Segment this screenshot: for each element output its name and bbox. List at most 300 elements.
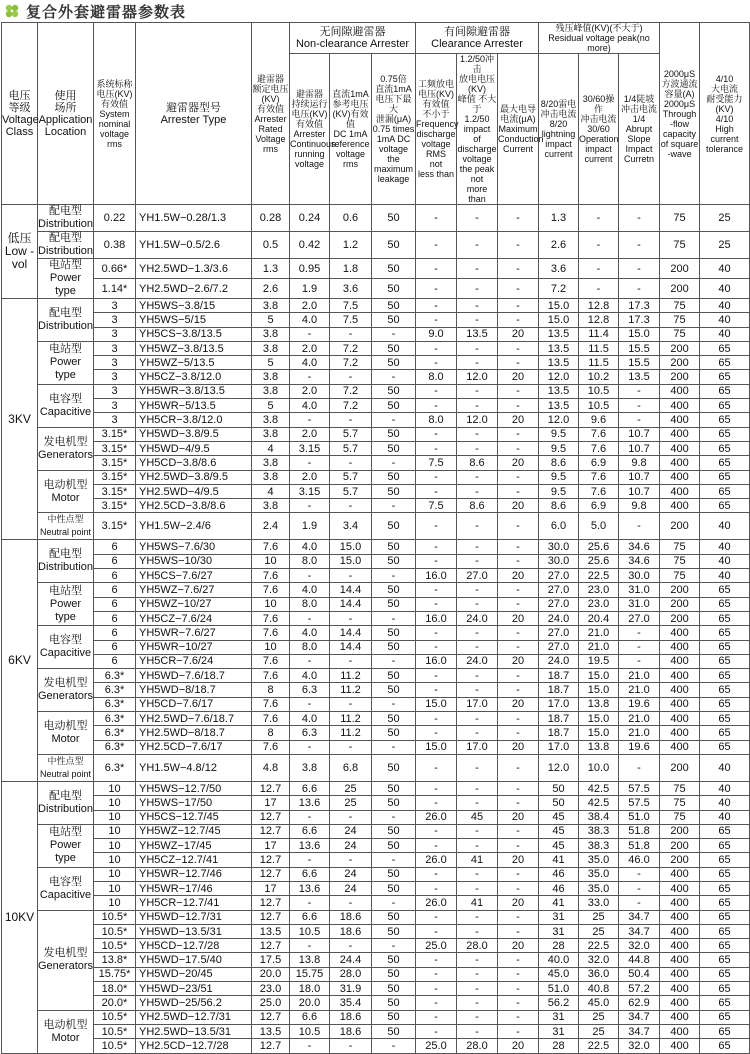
header-line: 使用 bbox=[54, 89, 77, 102]
value-cell: 400 bbox=[660, 499, 700, 513]
value-cell: 65 bbox=[700, 413, 750, 427]
arrester-model-cell: YH5WD−23/51 bbox=[136, 982, 252, 996]
value-cell: 4 bbox=[252, 441, 290, 455]
value-cell: 13.8 bbox=[290, 953, 330, 967]
table-row bbox=[2, 441, 750, 455]
value-cell: - bbox=[457, 669, 498, 683]
value-cell: 3.8 bbox=[290, 754, 330, 781]
value-cell: 200 bbox=[660, 754, 700, 781]
header-line: impact bbox=[585, 144, 612, 154]
value-cell: 11.2 bbox=[330, 726, 372, 740]
value-cell: 11.5 bbox=[579, 356, 619, 370]
value-cell: 0.66* bbox=[94, 259, 136, 279]
value-cell: - bbox=[290, 810, 330, 824]
arrester-model-cell: YH5CR−12.7/41 bbox=[136, 896, 252, 910]
value-cell: 200 bbox=[660, 370, 700, 384]
value-cell: 400 bbox=[660, 669, 700, 683]
header-line: Clearance Arrester bbox=[431, 38, 523, 50]
value-cell: 10.5 bbox=[290, 924, 330, 938]
value-cell: 30.0 bbox=[539, 540, 579, 554]
value-cell: 24 bbox=[330, 867, 372, 881]
value-cell: - bbox=[416, 910, 457, 924]
table-row bbox=[2, 853, 750, 867]
value-cell: - bbox=[498, 470, 539, 484]
arrester-model-cell: YH5CZ−7.6/24 bbox=[136, 611, 252, 625]
value-cell: 9.5 bbox=[539, 484, 579, 498]
value-cell: 1.8 bbox=[330, 259, 372, 279]
header-line: the maximum bbox=[374, 154, 414, 174]
value-cell: - bbox=[457, 356, 498, 370]
header-line: (KV)有效值 bbox=[332, 109, 369, 129]
value-cell: 50 bbox=[372, 953, 416, 967]
value-cell: 50 bbox=[372, 839, 416, 853]
value-cell: 40 bbox=[700, 540, 750, 554]
value-cell: 8.0 bbox=[290, 554, 330, 568]
value-cell: - bbox=[457, 754, 498, 781]
value-cell: 20 bbox=[498, 740, 539, 754]
value-cell: - bbox=[457, 232, 498, 259]
header-line: Application bbox=[38, 113, 93, 126]
value-cell: 3 bbox=[94, 327, 136, 341]
value-cell: 13.5 bbox=[539, 341, 579, 355]
value-cell: 3 bbox=[94, 341, 136, 355]
header-line: -wave bbox=[667, 148, 692, 159]
value-cell: 50 bbox=[372, 313, 416, 327]
value-cell: 50 bbox=[372, 540, 416, 554]
value-cell: 21.0 bbox=[579, 626, 619, 640]
header-line: 有效值 bbox=[256, 103, 284, 114]
value-cell: 35.0 bbox=[579, 853, 619, 867]
value-cell: 34.7 bbox=[619, 1024, 660, 1038]
value-cell: 400 bbox=[660, 967, 700, 981]
value-cell: 30.0 bbox=[619, 569, 660, 583]
arrester-model-cell: YH5WD−25/56.2 bbox=[136, 996, 252, 1010]
value-cell: 13.8* bbox=[94, 953, 136, 967]
value-cell: - bbox=[330, 611, 372, 625]
header-line: Current bbox=[503, 144, 534, 154]
value-cell: 50 bbox=[372, 1024, 416, 1038]
value-cell: 9.8 bbox=[619, 456, 660, 470]
value-cell: 6 bbox=[94, 611, 136, 625]
value-cell: 1.3 bbox=[252, 259, 290, 279]
value-cell: - bbox=[330, 413, 372, 427]
value-cell: 3 bbox=[94, 356, 136, 370]
value-cell: 26.0 bbox=[416, 896, 457, 910]
value-cell: 40 bbox=[700, 781, 750, 795]
value-cell: 13.5 bbox=[539, 384, 579, 398]
value-cell: 27.0 bbox=[539, 583, 579, 597]
header-rated-voltage bbox=[252, 23, 290, 205]
value-cell: 30.0 bbox=[539, 554, 579, 568]
value-cell: 65 bbox=[700, 597, 750, 611]
value-cell: 65 bbox=[700, 726, 750, 740]
header-line: 冲击电流 bbox=[540, 109, 577, 119]
value-cell: - bbox=[330, 810, 372, 824]
value-cell: 50 bbox=[372, 384, 416, 398]
value-cell: 2.0 bbox=[290, 341, 330, 355]
arrester-model-cell: YH5WZ−12.7/45 bbox=[136, 824, 252, 838]
value-cell: 40 bbox=[700, 513, 750, 540]
value-cell: 17.3 bbox=[619, 313, 660, 327]
table-row bbox=[2, 669, 750, 683]
value-cell: 62.9 bbox=[619, 996, 660, 1010]
value-cell: 13.5 bbox=[539, 356, 579, 370]
value-cell: 26.0 bbox=[416, 853, 457, 867]
value-cell: 6 bbox=[94, 583, 136, 597]
value-cell: 75 bbox=[660, 232, 700, 259]
value-cell: 10 bbox=[94, 839, 136, 853]
value-cell: - bbox=[290, 740, 330, 754]
value-cell: 7.6 bbox=[252, 697, 290, 711]
value-cell: 50 bbox=[372, 232, 416, 259]
value-cell: 27.0 bbox=[457, 569, 498, 583]
value-cell: - bbox=[330, 896, 372, 910]
header-line: 不小于 bbox=[422, 109, 450, 119]
value-cell: 13.6 bbox=[290, 796, 330, 810]
value-cell: 17 bbox=[252, 881, 290, 895]
value-cell: 7.6 bbox=[252, 626, 290, 640]
table-row bbox=[2, 867, 750, 881]
header-line: 泄漏(μA) bbox=[375, 114, 412, 124]
header-line: 有效值 bbox=[100, 98, 128, 109]
value-cell: 4.0 bbox=[290, 356, 330, 370]
header-line: Slope bbox=[627, 134, 651, 144]
value-cell: - bbox=[416, 427, 457, 441]
header-line: current bbox=[544, 149, 573, 159]
value-cell: 25.6 bbox=[579, 540, 619, 554]
value-cell: 12.0 bbox=[457, 370, 498, 384]
value-cell: 38.3 bbox=[579, 824, 619, 838]
header-line: 容量(A) bbox=[664, 88, 695, 99]
value-cell: - bbox=[372, 939, 416, 953]
header-line: reference bbox=[331, 139, 370, 149]
value-cell: 50 bbox=[372, 796, 416, 810]
value-cell: - bbox=[457, 279, 498, 299]
value-cell: 20 bbox=[498, 939, 539, 953]
value-cell: 75 bbox=[660, 569, 700, 583]
value-cell: 7.6 bbox=[252, 583, 290, 597]
value-cell: - bbox=[457, 967, 498, 981]
value-cell: 27.0 bbox=[539, 626, 579, 640]
header-residual bbox=[539, 23, 660, 54]
voltage-class-cell: 10KV bbox=[2, 781, 38, 1053]
application-cell: 电容型 Capacitive bbox=[38, 384, 94, 427]
value-cell: 13.5 bbox=[539, 327, 579, 341]
arrester-model-cell: YH5WR−7.6/27 bbox=[136, 626, 252, 640]
header-lightning bbox=[539, 54, 579, 205]
value-cell: 7.6 bbox=[579, 441, 619, 455]
value-cell: 75 bbox=[660, 313, 700, 327]
value-cell: - bbox=[416, 205, 457, 232]
value-cell: - bbox=[290, 499, 330, 513]
arrester-model-cell: YH5WR−12.7/46 bbox=[136, 867, 252, 881]
table-row bbox=[2, 726, 750, 740]
value-cell: 65 bbox=[700, 341, 750, 355]
value-cell: 19.6 bbox=[619, 740, 660, 754]
table-row bbox=[2, 205, 750, 232]
value-cell: 24.0 bbox=[457, 611, 498, 625]
value-cell: - bbox=[330, 853, 372, 867]
value-cell: - bbox=[457, 399, 498, 413]
header-line: voltage bbox=[462, 154, 492, 164]
value-cell: 6.3* bbox=[94, 697, 136, 711]
header-line: 系统标称 bbox=[96, 78, 133, 89]
value-cell: - bbox=[619, 399, 660, 413]
value-cell: 25.0 bbox=[416, 939, 457, 953]
value-cell: - bbox=[372, 370, 416, 384]
value-cell: 6 bbox=[94, 597, 136, 611]
value-cell: - bbox=[457, 513, 498, 540]
table-row bbox=[2, 796, 750, 810]
header-line: current bbox=[710, 133, 739, 144]
value-cell: - bbox=[498, 384, 539, 398]
value-cell: 13.5 bbox=[539, 399, 579, 413]
value-cell: 22.5 bbox=[579, 939, 619, 953]
header-system-voltage bbox=[94, 23, 136, 205]
value-cell: 15.0 bbox=[579, 712, 619, 726]
header-line: 1/4陡坡 bbox=[623, 94, 655, 104]
value-cell: - bbox=[372, 456, 416, 470]
value-cell: 0.38 bbox=[94, 232, 136, 259]
value-cell: 50 bbox=[372, 683, 416, 697]
value-cell: 65 bbox=[700, 626, 750, 640]
value-cell: 16.0 bbox=[416, 569, 457, 583]
value-cell: 6.6 bbox=[290, 910, 330, 924]
value-cell: 34.7 bbox=[619, 910, 660, 924]
value-cell: 18.0* bbox=[94, 982, 136, 996]
value-cell: 2.6 bbox=[252, 279, 290, 299]
header-line: 电压(KV) bbox=[418, 89, 455, 99]
value-cell: 17.0 bbox=[457, 697, 498, 711]
value-cell: - bbox=[416, 683, 457, 697]
value-cell: - bbox=[619, 754, 660, 781]
value-cell: 5 bbox=[252, 356, 290, 370]
value-cell: 8.6 bbox=[539, 499, 579, 513]
value-cell: - bbox=[372, 697, 416, 711]
value-cell: - bbox=[457, 1024, 498, 1038]
value-cell: 10.7 bbox=[619, 441, 660, 455]
arrester-model-cell: YH2.5WD−2.6/7.2 bbox=[136, 279, 252, 299]
value-cell: - bbox=[416, 781, 457, 795]
header-line: impact bbox=[463, 124, 491, 134]
header-line: voltage bbox=[294, 159, 325, 169]
value-cell: 50 bbox=[372, 824, 416, 838]
value-cell: 400 bbox=[660, 413, 700, 427]
value-cell: 8.6 bbox=[539, 456, 579, 470]
value-cell: 40 bbox=[700, 810, 750, 824]
value-cell: - bbox=[416, 640, 457, 654]
value-cell: 50 bbox=[372, 279, 416, 299]
value-cell: 3.8 bbox=[252, 413, 290, 427]
value-cell: 4.0 bbox=[290, 669, 330, 683]
value-cell: 10 bbox=[94, 810, 136, 824]
value-cell: - bbox=[416, 824, 457, 838]
value-cell: - bbox=[457, 996, 498, 1010]
value-cell: 65 bbox=[700, 1039, 750, 1053]
value-cell: 5.0 bbox=[579, 513, 619, 540]
value-cell: 20.4 bbox=[579, 611, 619, 625]
value-cell: - bbox=[416, 881, 457, 895]
header-line: Rated bbox=[258, 123, 283, 134]
value-cell: 50 bbox=[372, 669, 416, 683]
value-cell: 7.6 bbox=[252, 540, 290, 554]
value-cell: 15.75 bbox=[290, 967, 330, 981]
table-row bbox=[2, 697, 750, 711]
value-cell: 10.5 bbox=[579, 384, 619, 398]
table-row bbox=[2, 1039, 750, 1053]
value-cell: 50 bbox=[539, 796, 579, 810]
application-cell: 电动机型 Motor bbox=[38, 712, 94, 755]
value-cell: 8.0 bbox=[416, 370, 457, 384]
arrester-model-cell: YH5WS−12.7/50 bbox=[136, 781, 252, 795]
value-cell: 40 bbox=[700, 569, 750, 583]
value-cell: - bbox=[498, 867, 539, 881]
table-row bbox=[2, 470, 750, 484]
value-cell: 31.9 bbox=[330, 982, 372, 996]
value-cell: - bbox=[457, 299, 498, 313]
header-line: 0.75倍 bbox=[380, 74, 407, 84]
header-line: 峰值 不大于 bbox=[457, 94, 497, 114]
value-cell: - bbox=[290, 456, 330, 470]
value-cell: 20.0 bbox=[290, 996, 330, 1010]
value-cell: 31.0 bbox=[619, 597, 660, 611]
value-cell: 15.0 bbox=[619, 327, 660, 341]
value-cell: - bbox=[498, 996, 539, 1010]
header-voltage-class bbox=[2, 23, 38, 205]
arrester-model-cell: YH5WR−10/27 bbox=[136, 640, 252, 654]
header-leakage bbox=[372, 54, 416, 205]
value-cell: - bbox=[372, 413, 416, 427]
value-cell: 25 bbox=[579, 1024, 619, 1038]
value-cell: 22.5 bbox=[579, 569, 619, 583]
value-cell: 28.0 bbox=[457, 939, 498, 953]
table-row bbox=[2, 754, 750, 781]
value-cell: 7.6 bbox=[252, 654, 290, 668]
value-cell: - bbox=[498, 712, 539, 726]
header-line: Impact bbox=[625, 144, 653, 154]
voltage-class-cell: 低压 Low -vol bbox=[2, 205, 38, 299]
value-cell: 45 bbox=[539, 839, 579, 853]
value-cell: 65 bbox=[700, 910, 750, 924]
value-cell: 14.4 bbox=[330, 640, 372, 654]
table-row bbox=[2, 259, 750, 279]
value-cell: 200 bbox=[660, 597, 700, 611]
value-cell: 6 bbox=[94, 569, 136, 583]
header-line: Continuous bbox=[290, 139, 336, 149]
value-cell: 4.0 bbox=[290, 626, 330, 640]
value-cell: 26.0 bbox=[416, 810, 457, 824]
value-cell: 65 bbox=[700, 839, 750, 853]
header-line: impact bbox=[545, 139, 572, 149]
table-row bbox=[2, 370, 750, 384]
value-cell: 5.7 bbox=[330, 484, 372, 498]
value-cell: 3.6 bbox=[539, 259, 579, 279]
value-cell: 3.15* bbox=[94, 456, 136, 470]
header-line: of discharge bbox=[457, 134, 497, 154]
value-cell: 25 bbox=[700, 232, 750, 259]
arrester-model-cell: YH5CD−7.6/17 bbox=[136, 697, 252, 711]
value-cell: - bbox=[498, 754, 539, 781]
header-clearance bbox=[416, 23, 539, 54]
value-cell: - bbox=[290, 697, 330, 711]
header-line: 30/60 bbox=[587, 124, 610, 134]
value-cell: 10.7 bbox=[619, 470, 660, 484]
arrester-model-cell: YH5CS−7.6/27 bbox=[136, 569, 252, 583]
value-cell: - bbox=[372, 499, 416, 513]
value-cell: - bbox=[416, 554, 457, 568]
value-cell: - bbox=[372, 327, 416, 341]
arrester-model-cell: YH5WD−7.6/18.7 bbox=[136, 669, 252, 683]
value-cell: 0.6 bbox=[330, 205, 372, 232]
value-cell: 27.0 bbox=[539, 569, 579, 583]
arrester-model-cell: YH5WZ−10/27 bbox=[136, 597, 252, 611]
value-cell: 400 bbox=[660, 399, 700, 413]
value-cell: 7.6 bbox=[252, 611, 290, 625]
value-cell: 10.5* bbox=[94, 924, 136, 938]
value-cell: 200 bbox=[660, 279, 700, 299]
arrester-model-cell: YH5WS−3.8/15 bbox=[136, 299, 252, 313]
table-row bbox=[2, 640, 750, 654]
value-cell: - bbox=[498, 839, 539, 853]
value-cell: - bbox=[416, 484, 457, 498]
value-cell: 40 bbox=[700, 327, 750, 341]
table-row bbox=[2, 356, 750, 370]
value-cell: 50.4 bbox=[619, 967, 660, 981]
value-cell: 40 bbox=[700, 754, 750, 781]
value-cell: 10.7 bbox=[619, 484, 660, 498]
value-cell: 65 bbox=[700, 583, 750, 597]
arrester-model-cell: YH1.5W−2.4/6 bbox=[136, 513, 252, 540]
value-cell: - bbox=[330, 697, 372, 711]
value-cell: 65 bbox=[700, 1010, 750, 1024]
arrester-model-cell: YH5WD−13.5/31 bbox=[136, 924, 252, 938]
header-line: System bbox=[99, 108, 130, 119]
value-cell: 200 bbox=[660, 583, 700, 597]
value-cell: - bbox=[457, 867, 498, 881]
value-cell: - bbox=[457, 683, 498, 697]
value-cell: 12.7 bbox=[252, 781, 290, 795]
value-cell: 9.8 bbox=[619, 499, 660, 513]
value-cell: 17.0 bbox=[539, 697, 579, 711]
value-cell: 50 bbox=[372, 982, 416, 996]
value-cell: - bbox=[290, 654, 330, 668]
value-cell: 65 bbox=[700, 499, 750, 513]
value-cell: 13.5 bbox=[252, 1024, 290, 1038]
value-cell: - bbox=[416, 712, 457, 726]
value-cell: 32.0 bbox=[619, 939, 660, 953]
value-cell: 4.0 bbox=[290, 540, 330, 554]
value-cell: 12.7 bbox=[252, 867, 290, 881]
arrester-model-cell: YH5WS−7.6/30 bbox=[136, 540, 252, 554]
value-cell: 35.4 bbox=[330, 996, 372, 1010]
value-cell: 17.5 bbox=[252, 953, 290, 967]
header-line: 参考电压 bbox=[332, 99, 369, 109]
value-cell: 24.0 bbox=[457, 654, 498, 668]
value-cell: - bbox=[579, 205, 619, 232]
value-cell: 3.8 bbox=[252, 299, 290, 313]
value-cell: 20 bbox=[498, 456, 539, 470]
value-cell: - bbox=[457, 726, 498, 740]
value-cell: 50 bbox=[372, 484, 416, 498]
header-line: Arrester bbox=[293, 129, 326, 139]
table-row bbox=[2, 569, 750, 583]
arrester-model-cell: YH2.5WD−7.6/18.7 bbox=[136, 712, 252, 726]
value-cell: 34.7 bbox=[619, 1010, 660, 1024]
value-cell: - bbox=[457, 839, 498, 853]
value-cell: 400 bbox=[660, 881, 700, 895]
value-cell: 3.15* bbox=[94, 499, 136, 513]
value-cell: - bbox=[498, 910, 539, 924]
